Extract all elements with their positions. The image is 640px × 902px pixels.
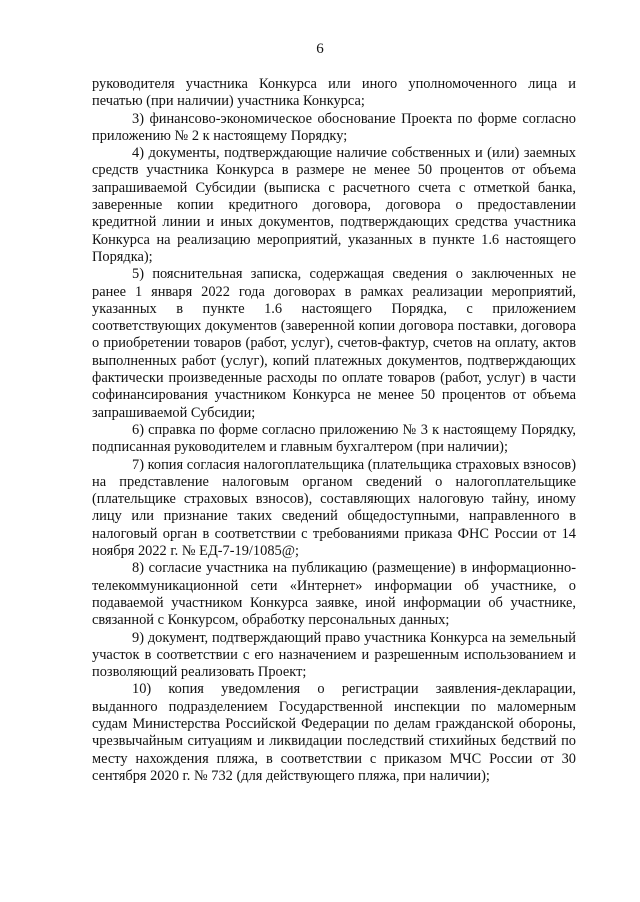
list-item-7: 7) копия согласия налогоплательщика (плательщика страховых взносов) на представление налоговым органом сведений о налогоплательщике (плательщике страховых взносов), составляющих налоговую тайну, иному лицу или признание таких сведений общедоступными, направленного в налоговый орган в соответствии с требованиями приказа ФНС России от 14 ноября 2022 г. № ЕД-7-19/1085@; bbox=[92, 456, 576, 560]
list-item-6: 6) справка по форме согласно приложению № 3 к настоящему Порядку, подписанная руководителем и главным бухгалтером (при наличии); bbox=[92, 421, 576, 456]
list-item-4: 4) документы, подтверждающие наличие собственных и (или) заемных средств участника Конкурса в размере не менее 50 процентов от объема запрашиваемой Субсидии (выписка с расчетного счета с отметкой банка, заверенные копии кредитного договора, договора о предоставлении кредитной линии и иных документов, подтверждающих средства участника Конкурса на реализацию мероприятий, указанных в пункте 1.6 настоящего Порядка); bbox=[92, 145, 576, 265]
page-number: 6 bbox=[316, 41, 324, 57]
list-item-8: 8) согласие участника на публикацию (размещение) в информационно-телекоммуникационной сети «Интернет» информации об участнике, о подаваемой участником Конкурса заявке, иной информации об участнике, связанной с Конкурсом, обработку персональных данных; bbox=[92, 560, 576, 629]
list-item-9: 9) документ, подтверждающий право участника Конкурса на земельный участок в соответствии с его назначением и разрешенным использованием и позволяющий реализовать Проект; bbox=[92, 629, 576, 681]
paragraph-continuation: руководителя участника Конкурса или иного уполномоченного лица и печатью (при наличии) участника Конкурса; bbox=[92, 76, 576, 110]
list-item-10: 10) копия уведомления о регистрации заявления-декларации, выданного подразделением Государственной инспекции по маломерным судам Министерства Российской Федерации по делам гражданской обороны, чрезвычайным ситуациям и ликвидации последствий стихийных бедствий по месту нахождения пляжа, в соответствии с приказом МЧС России от 30 сентября 2020 г. № 732 (для действующего пляжа, при наличии); bbox=[92, 681, 576, 784]
document-body bbox=[92, 76, 576, 785]
list-item-3: 3) финансово-экономическое обоснование Проекта по форме согласно приложению № 2 к настоящему Порядку; bbox=[92, 110, 576, 144]
list-item-5: 5) пояснительная записка, содержащая сведения о заключенных не ранее 1 января 2022 года договорах в рамках реализации мероприятий, указанных в пункте 1.6 настоящего Порядка, с приложением соответствующих документов (заверенной копии договора поставки, договора о приобретении товаров (работ, услуг), счетов-фактур, счетов на оплату, актов выполненных работ (услуг), копий платежных документов, подтверждающих фактически произведенные расходы по оплате товаров (работ, услуг) в части софинансирования участником Конкурса не менее 50 процентов от объема запрашиваемой Субсидии; bbox=[92, 266, 576, 421]
